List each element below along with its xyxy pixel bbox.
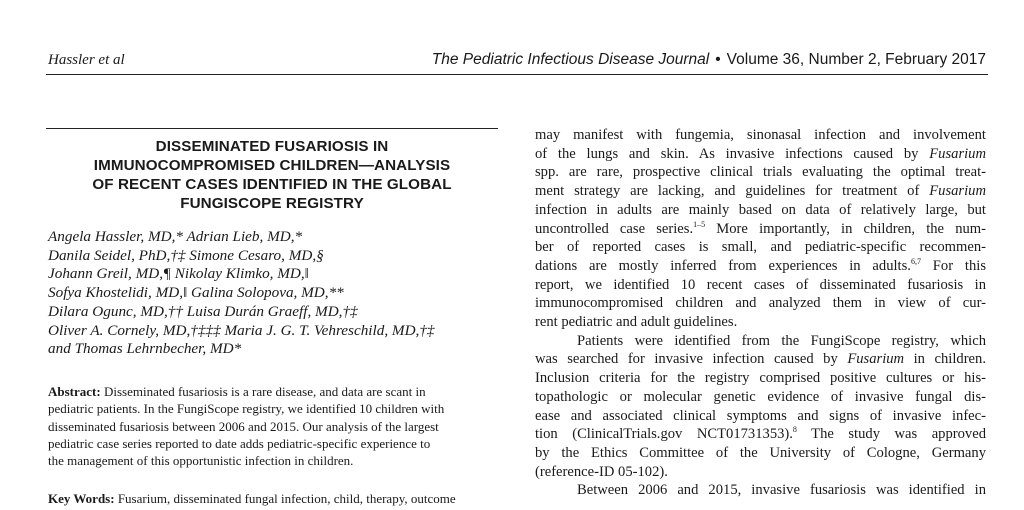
body-line: ment strategy are lacking, and guidelines for treatment of Fusarium [535, 183, 986, 200]
journal-name: The Pediatric Infectious Disease Journal [431, 51, 710, 68]
key-words-text: Fusarium, disseminated fungal infection, child, therapy, outcome [114, 491, 456, 506]
abstract-line: disseminated fusariosis between 2006 and 2015. Our analysis of the largest [48, 418, 439, 434]
key-words-label: Key Words: [48, 491, 115, 506]
body-line: by the Ethics Committee of the University of Cologne, Germany [535, 444, 986, 461]
author-line: Dilara Ogunc, MD,†† Luisa Durán Graeff, MD,†‡ [48, 302, 358, 320]
author-line: and Thomas Lehrnbecher, MD* [48, 340, 242, 358]
body-line: spp. are rare, prospective clinical trials evaluating the optimal treat- [535, 164, 986, 181]
body-line: Between 2006 and 2015, invasive fusariosis was identified in [577, 482, 986, 499]
body-line: ber of reported cases is small, and pediatric-specific recommen- [535, 239, 986, 256]
body-line: was searched for invasive infection caused by Fusarium in children. [535, 351, 986, 368]
body-line: report, we identified 10 recent cases of disseminated fusariosis in [535, 276, 986, 293]
header-bullet: • [715, 51, 721, 68]
abstract [48, 383, 500, 469]
citation: 1–5 [693, 219, 706, 229]
abstract-line: pediatric patients. In the FungiScope registry, we identified 10 children with [48, 401, 445, 417]
author-line: Danila Seidel, PhD,†‡ Simone Cesaro, MD,§ [48, 246, 324, 264]
abstract-label: Abstract: [48, 384, 101, 399]
citation: 6,7 [910, 256, 921, 266]
key-words [48, 490, 500, 507]
abstract-line: pediatric case series reported to date adds pediatric-specific experience to [48, 435, 431, 451]
title-line: FUNGISCOPE REGISTRY [180, 195, 364, 212]
body-line: tion (ClinicalTrials.gov NCT01731353).$^8$ The study was approved [535, 425, 986, 443]
citation: 8 [792, 425, 797, 435]
body-line: infection in adults are mainly based on data of relatively large, but [535, 201, 986, 218]
title-rule [46, 128, 498, 129]
body-line: dations are mostly inferred from experiences in adults.$^{6,7}$ For this [535, 256, 986, 274]
body-line: immunocompromised children and analyzed them in view of cur- [535, 295, 986, 312]
title-line: OF RECENT CASES IDENTIFIED IN THE GLOBAL [92, 176, 452, 193]
body-line: uncontrolled case series.$^{1-5}$ More importantly, in children, the num- [535, 219, 987, 237]
body-line: rent pediatric and adult guidelines. [535, 314, 738, 331]
running-header-authors: Hassler et al [48, 52, 125, 68]
author-line: Oliver A. Cornely, MD,†‡‡‡ Maria J. G. T. Vehreschild, MD,†‡ [48, 321, 435, 339]
author-line: Angela Hassler, MD,* Adrian Lieb, MD,* [48, 228, 303, 245]
title-line: DISSEMINATED FUSARIOSIS IN [155, 138, 389, 155]
header-rule [46, 74, 988, 75]
abstract-text: Disseminated fusariosis is a rare disease, and data are scant in [100, 384, 426, 399]
body-line: may manifest with fungemia, sinonasal infection and involvement [535, 127, 986, 143]
title-line: IMMUNOCOMPROMISED CHILDREN—ANALYSIS [93, 157, 451, 174]
article-title [46, 137, 498, 213]
running-header-journal [432, 51, 986, 69]
abstract-line: the management of this opportunistic infection in children. [48, 453, 354, 469]
body-line: Inclusion criteria for the registry comprised positive cultures or his- [535, 370, 986, 387]
body-text-column [535, 126, 986, 500]
body-line: of the lungs and skin. As invasive infections caused by Fusarium [535, 145, 987, 162]
author-line: Sofya Khostelidi, MD,‖ Galina Solopova, MD,** [48, 284, 344, 302]
journal-issue: Volume 36, Number 2, February 2017 [726, 51, 986, 68]
body-line: Patients were identified from the FungiScope registry, which [577, 332, 986, 349]
author-line: Johann Greil, MD,¶ Nikolay Klimko, MD,‖ [48, 265, 309, 283]
body-line: (reference-ID 05-102). [535, 463, 668, 480]
author-list [48, 228, 498, 359]
body-line: topathologic or molecular genetic evidence of invasive fungal dis- [535, 388, 986, 405]
body-line: ease and associated clinical symptoms and signs of invasive infec- [535, 407, 986, 424]
